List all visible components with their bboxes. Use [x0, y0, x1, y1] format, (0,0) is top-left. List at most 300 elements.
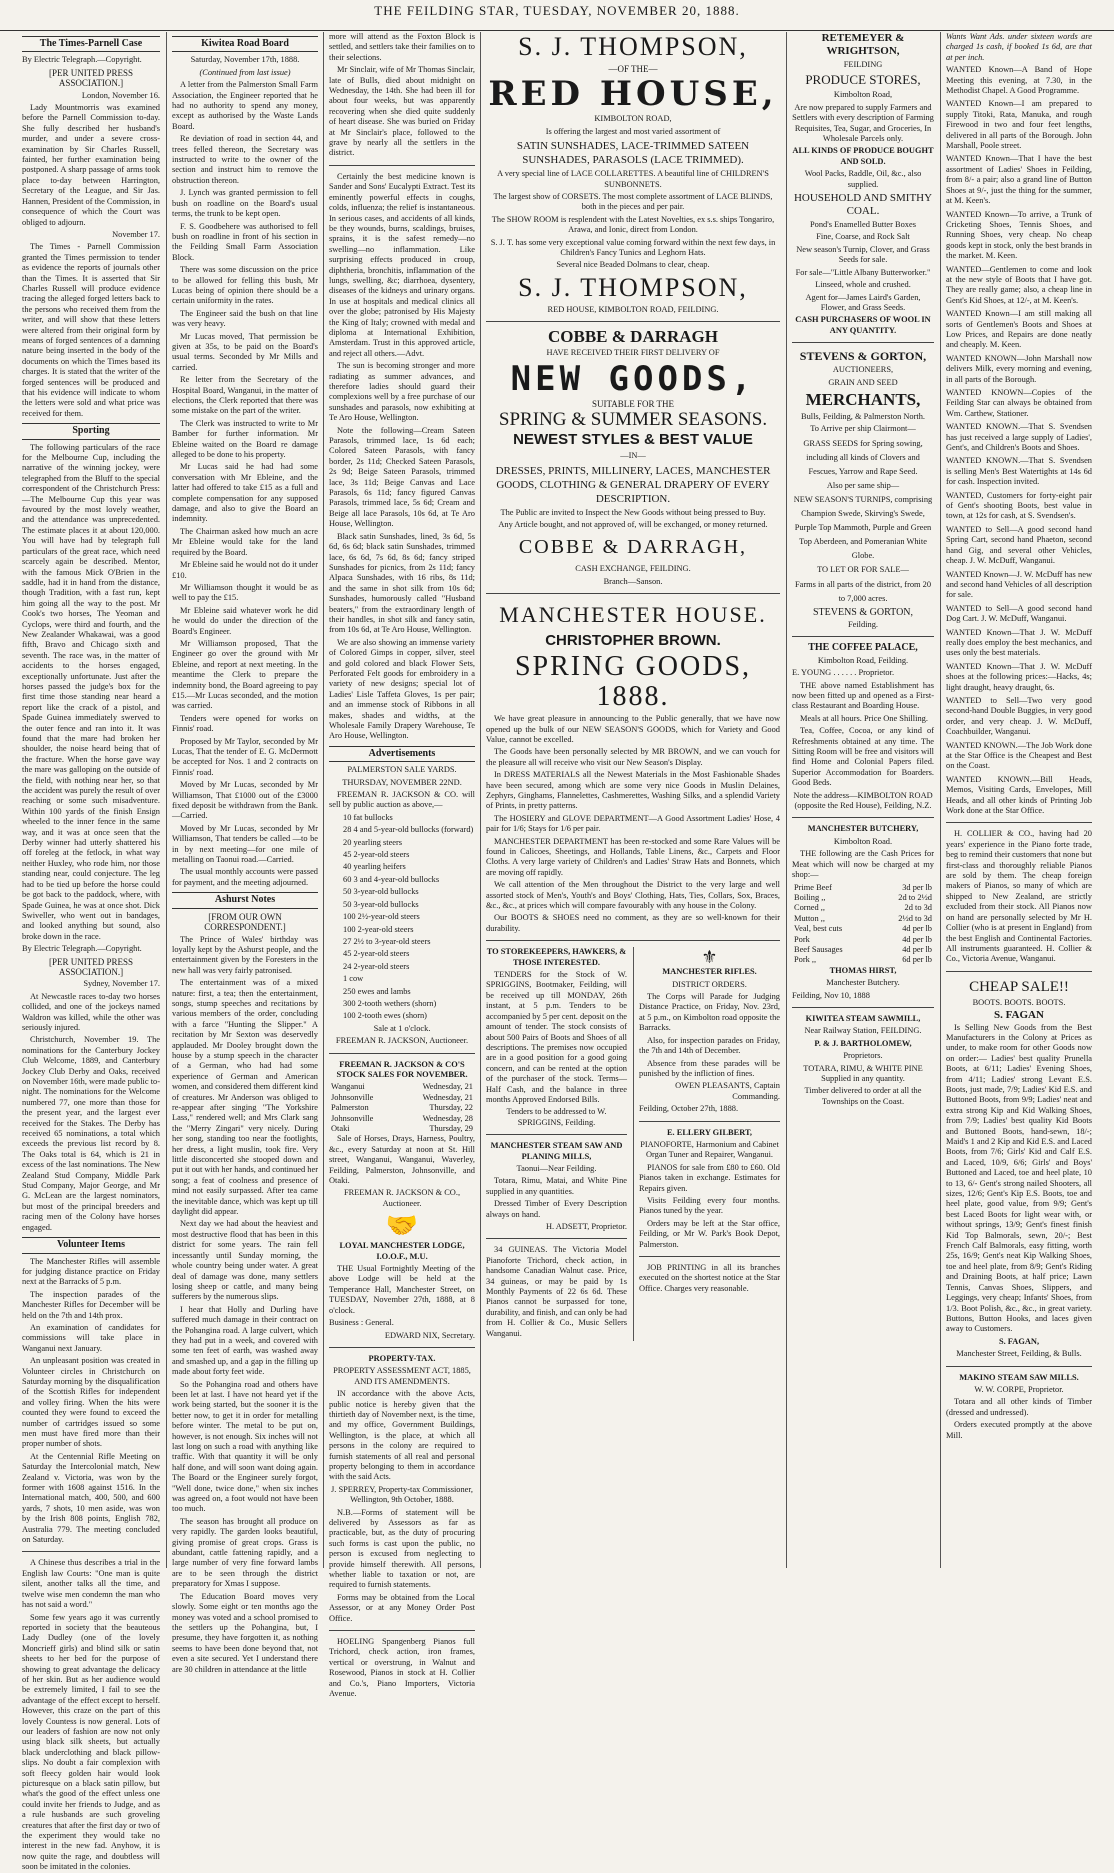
masthead: THE FEILDING STAR, TUESDAY, NOVEMBER 20, 1888.: [0, 0, 1114, 31]
want-ad-item: WANTED Known—That I have the best assortment of Ladies' Shoes in Feilding, from 8/- a pair; also a grand line of Button Shoes at 9/-, just the thing for the summer, at M. Keen's.: [946, 154, 1092, 206]
sale-item: 45 2-year-old steers: [343, 850, 410, 860]
volunteer-heading: Volunteer Items: [22, 1237, 160, 1253]
sale-time: Sale at 1 o'clock.: [373, 1023, 431, 1033]
lodge-paragraph: THE Usual Fortnightly Meeting of the above Lodge will be held at the Temperance Hall, Manchester Street, on TUESDAY, November 27th, 1888, at 8 o'clock.: [329, 1264, 475, 1315]
cash-exchange: CASH EXCHANGE, FEILDING.: [575, 564, 691, 574]
sale-item: 27 2½ to 3-year-old steers: [343, 936, 431, 946]
hirst-name: THOMAS HIRST,: [829, 965, 897, 975]
lodge-business: Business : General.: [329, 1318, 394, 1328]
want-ads-list: [946, 65, 1092, 816]
continued-paragraph: more will attend as the Foxton Block is settled, and settlers take their families on to their selections.: [329, 32, 475, 62]
meat-row-cell: Corned ,,: [794, 903, 825, 913]
branch-text: Branch—Sanson.: [603, 576, 663, 586]
coffee-note: Note the address—KIMBOLTON ROAD (opposite the Red House), Feilding, N.Z.: [793, 790, 933, 811]
property-tax-paragraph: Forms may be obtained from the Local Assessor, or at any Money Order Post Office.: [329, 1592, 475, 1623]
all-kinds-produce: ALL KINDS OF PRODUCE BOUGHT AND SOLD.: [792, 146, 934, 166]
sporting-paragraph: Christchurch, November 19. The nominations for the Canterbury Jockey Club Welcome, 1889, and Canterbury Jockey Club Derby and Oaks, received on November 16th, were made public to-night. The nominations for the Welcome numbered 77, one more than those for the present year, and the largest ever received for the Stakes. The Derby has received 65 nominations, a total which exceeds the previous list record by 8. The Oaks total is 64, which is 21 in excess of the last nominations. The New Zealand Stud Company, Middle Park Stud Company, Major George, and Mr G. McLean are the largest nominators, but most of the principal breeders and racing men of the Colony have horses engaged.: [22, 1035, 160, 1232]
want-ad-item: WANTED KNOWN.—That S. Svendsen has just received a large supply of Ladies', Gent's, and Children's Boots and Shoes.: [946, 422, 1092, 453]
meat-row-cell: 2½d to 3d: [898, 913, 932, 923]
rifles-paragraph: Also, for inspection parades on Friday, the 7th and 14th of December.: [639, 1035, 780, 1056]
sporting-paragraph: At Newcastle races to-day two horses collided, and one of the jockeys named Waldron was killed, while the other was seriously injured.: [22, 991, 160, 1032]
sale-item: 1 cow: [343, 974, 364, 984]
rifles-subtitle: DISTRICT ORDERS.: [672, 979, 747, 989]
want-ad-item: WANTED Known—That J. W. McDuff really does employ the best mechanics, and uses only the best materials.: [946, 627, 1092, 658]
christopher-brown: CHRISTOPHER BROWN.: [545, 632, 721, 650]
sale-item: 50 3-year-old bullocks: [343, 887, 419, 897]
exceptional-text: S. J. T. has some very exceptional value coming forward within the next few days, in Children's Fancy Tunics and Leghorn Hats.: [490, 237, 776, 258]
thompson-heading-2: S. J. THOMPSON,: [518, 272, 748, 302]
stock-row-cell: Thursday, 22: [429, 1103, 473, 1113]
timber-text: Timber delivered to order at all the Townships on the Coast.: [804, 1086, 922, 1106]
coffee-address: Kimbolton Road, Feilding.: [817, 655, 909, 665]
lace-collarettes: A very special line of LACE COLLARETTES. A beautiful line of CHILDREN'S SUNBONNETS.: [497, 169, 769, 189]
meat-row: [792, 903, 934, 913]
satin-sunshades: SATIN SUNSHADES, LACE-TRIMMED SATEEN SUNSHADES, PARASOLS (LACE TRIMMED).: [516, 140, 750, 167]
stock-row: [329, 1114, 475, 1124]
separator: [639, 1121, 780, 1122]
ashurst-paragraph: The Education Board moves very slowly. Some eight or ten months ago the money was voted and a school promised to the settlers up the Pohangina, but, I presume, they have forgotten it, as nothing seems to have been done beyond that, not even a site secured. Yet I understand there are 30 children in attendance at the little: [172, 1591, 318, 1674]
stevens-gorton-2: STEVENS & GORTON,: [812, 606, 914, 618]
makino-paragraph: Totara and all other kinds of Timber (dressed and undressed).: [946, 1397, 1092, 1417]
in-word: —IN—: [620, 451, 646, 461]
steam-saw-paragraph: Totara, Rimu, Matai, and White Pine supplied in any quantities.: [486, 1176, 627, 1196]
property-tax-signature: J. SPERREY, Property-tax Commissioner, Wellington, 9th October, 1888.: [331, 1484, 473, 1505]
want-ad-item: WANTED Known—J. W. McDuff has new and second hand Vehicles of all description for sale.: [946, 569, 1092, 600]
meat-row-cell: 4d per lb: [902, 944, 932, 954]
hirst-date: Feilding, Nov 10, 1888: [792, 990, 870, 1000]
cobbe-received: HAVE RECEIVED THEIR FIRST DELIVERY OF: [546, 348, 720, 358]
kiwitea-continued: (Continued from last issue): [199, 67, 291, 77]
sporting-heading: Sporting: [22, 423, 160, 439]
steam-saw-title: MANCHESTER STEAM SAW AND PLANING MILLS,: [490, 1141, 623, 1161]
kimbolton-road: KIMBOLTON ROAD,: [594, 114, 672, 124]
collier-paragraph: H. COLLIER & CO., having had 20 years' experience in the Piano forte trade, beg to remind their customers that none but first-class and thoroughly reliable Pianos are sold by them. The cheap foreign makers of Pianos, so many of which are shipped to New Zealand, are strictly excluded from their stock. All Pianos now on hand are personally selected by Mr H. Collier (who is at present in England) from the best English and Continental Factories. All instruments guaranteed. H. Collier & Co., Victoria Avenue, Wanganui.: [946, 829, 1092, 964]
fagan-signature: S. FAGAN,: [998, 1336, 1040, 1346]
meat-row-cell: Prime Beef: [794, 882, 832, 892]
gilbert-paragraph: Visits Feilding every four months. Pianos tuned by the year.: [639, 1195, 780, 1216]
volunteer-paragraph: An unpleasant position was created in Volunteer circles in Christchurch on Saturday morning by the disqualification of the Scottish Rifles for independent and volley firing. When the hits were counted they were found to exceed the number of cartridges issued so some men must have fired more than their proper number of shots.: [22, 1356, 160, 1449]
rifles-signature: OWEN PLEASANTS, Captain Commanding.: [675, 1081, 780, 1101]
kiwitea-paragraph: Moved by Mr Lucas, seconded by Mr Williamson, That £1000 out of the £3000 fixed deposit be withdrawn from the Bank.—Carried.: [172, 780, 318, 821]
separator: [792, 1007, 934, 1008]
stock-row-cell: Otaki: [331, 1124, 350, 1133]
bottom-ads-left: [486, 947, 627, 1341]
job-printing-paragraph: JOB PRINTING in all its branches executed on the shortest notice at the Star Office. Charges very reasonable.: [639, 1263, 780, 1293]
stock-row: [329, 1093, 475, 1103]
advertisements-heading: Advertisements: [329, 746, 475, 762]
want-ads-note: Wants Want Ads. under sixteen words are charged 1s cash, if booked 1s 6d, are that at per inch.: [946, 32, 1092, 62]
volunteer-paragraph: The Manchester Rifles will assemble for judging distance practice on Friday next at the Barracks of 5 p.m.: [22, 1256, 160, 1287]
fagan-location: Manchester Street, Feilding, & Bulls.: [956, 1349, 1082, 1359]
meat-row-cell: 3d per lb: [902, 882, 932, 892]
any-article-text: Any Article bought, and not approved of, will be exchanged, or money returned.: [498, 519, 768, 529]
proprietors-label: Proprietors.: [843, 1051, 883, 1061]
sale-item: 50 3-year-old bullocks: [343, 899, 419, 909]
to-let-text: TO LET OR FOR SALE—: [817, 565, 909, 575]
separator: [946, 822, 1092, 823]
gilbert-paragraph: PIANOS for sale from £80 to £60. Old Pianos taken in exchange. Estimates for Repairs given.: [639, 1162, 780, 1193]
volunteer-paragraph: An examination of candidates for commissions will take place in Wanganui next January.: [22, 1322, 160, 1353]
want-ad-item: WANTED to Sell—A good second hand Dog Cart. J. W. McDuff, Wanganui.: [946, 603, 1092, 624]
volunteer-paragraph: The inspection parades of the Manchester Rifles for December will be held on the 7th and 14th prox.: [22, 1289, 160, 1320]
separator: [792, 817, 934, 818]
turnip-text: New season's Turnip, Clover, and Grass Seeds for sale.: [796, 244, 930, 265]
stevens-gorton-title: STEVENS & GORTON,: [799, 349, 927, 364]
volunteer-paragraph: At the Centennial Rifle Meeting on Saturday the Intercolonial match, New Zealand v. Victoria, was won by the former with 1608 against 1516. In the International match, 400, 500, and 600 yards, 7 shots, 10 men aside, was won by the Irish 808 points, English 782, Australia 779. The meeting concluded on Saturday.: [22, 1451, 160, 1545]
silk-paragraph: Some few years ago it was currently reported in society that the beauteous Lady Dudley (one of the lovely Moncrieff girls) and blind silk or satin sheets to her bed for the purpose of showing to great advantage the delicacy of her skin. But as her audience would be extremely limited, I fail to see the advantage of the effect except to herself. However, this craze on the part of this lovely Countess is now general. Lots of our leaders of fashion are now not only using black silk sheets, but actually black underclothing and black pillow-slips. No doubt a fair complexion with soft fleecy golden hair would look picturesque on a black satin pillow, but what's the good of the effect unless one could invite her friends to Judge, and as a rule husbands are such groveling creatures that after the first day or two of the experiment they would take no interest in the new fad. Anyhow, it is now quite the rage, and doubtless will soon be imitated in the colonies.: [22, 1612, 160, 1872]
separator: [329, 1053, 475, 1054]
also-ship-text: Also per same ship—: [826, 480, 900, 490]
thompson-heading: S. J. THOMPSON,: [518, 32, 748, 61]
stock-row: [329, 1124, 475, 1134]
meat-row-cell: Mutton ,,: [794, 913, 825, 923]
stock-row-cell: Wednesday, 21: [422, 1082, 473, 1092]
continued-paragraph: Mr Sinclair, wife of Mr Thomas Sinclair, late of Bulls, died about midnight on Wednesday, the 14th. She had been ill for about four weeks, but was apparently recovering when she died quite suddenly of heart disease. She was buried on Friday at Mr Sinclair's place, followed to the grave by nearly all the settlers in the district.: [329, 65, 475, 158]
arrive-text: To Arrive per ship Clairmont—: [810, 424, 916, 434]
kiwitea-heading: Kiwitea Road Board: [172, 36, 318, 52]
times-dateline: London, November 16.: [81, 90, 160, 100]
gilbert-subtitle: PIANOFORTE, Harmonium and Cabinet Organ Tuner and Repairer, Wanganui.: [640, 1139, 779, 1160]
column-5: [792, 32, 934, 1568]
kiwitea-paragraph: Tenders were opened for works on Finnis' road.: [172, 713, 318, 734]
sale-item: 40 yearling heifers: [343, 862, 406, 872]
grass-seeds-text: GRASS SEEDS for Spring sowing, including all kinds of Clovers and Fescues, Yarrow and Rape Seed.: [803, 438, 923, 476]
stock-row-cell: Palmerston: [331, 1103, 369, 1113]
stock-row-cell: Wednesday, 21: [422, 1092, 473, 1102]
retemeyer-title: RETEMEYER & WRIGHTSON,: [821, 32, 905, 57]
times-paragraph: Lady Mountmorris was examined before the Parnell Commission to-day. She fully described her husband's murder, and under a severe cross-examination by Sir Charles Russell, fainted, her further examination being postponed. A sharp passage of arms took place to-day between Harrington, Secretary of the League, and Sir Jas. Hannen, President of the Commission, in consequence of which the Court was obliged to adjourn.: [22, 103, 160, 227]
times-byline: By Electric Telegraph.—Copyright.: [22, 55, 142, 65]
kiwitea-paragraph: Re deviation of road in section 44, and trees felled thereon, the Secretary was instructed to write to the owner of the section and instruct him to remove the obstruction thereon.: [172, 134, 318, 185]
meat-row: [792, 945, 934, 955]
sale-item: 100 2½-year-old steers: [343, 912, 420, 922]
cheap-sale-title: CHEAP SALE!!: [969, 978, 1069, 995]
want-ad-item: WANTED to Sell—Two very good second-hand Double Buggies, in very good order, and very cheap. J. W. McDuff, Coachbuilder, Wanganui.: [946, 695, 1092, 737]
column-rule: [166, 32, 167, 1568]
storekeepers-paragraph: TENDERS for the Stock of W. SPRIGGINS, Bootmaker, Feilding, will be received up till MONDAY, 26th instant, at 5 p.m. Tenders to be accompanied by 5 per cent. deposit on the amount of tender. The stock consists of about 500 Pairs of Boots and Shoes of all descriptions. The premises now occupied are in a good position for a good going concern, and can be rented at the option of the purchaser of the stock. Terms—Half Cash, and the balance in three months Approved Endorsed Bills.: [486, 970, 627, 1104]
meat-row-cell: 4d per lb: [902, 934, 932, 944]
separator: [946, 971, 1092, 972]
want-ad-item: WANTED Known—I am still making all sorts of Gentlemen's Boots and Shoes at Low Prices, and Repairs are done neatly and cheaply. M. Keen.: [946, 309, 1092, 350]
wool-packs: Wool Packs, Raddle, Oil, &c., also supplied.: [804, 169, 922, 189]
times-paragraph: The Times - Parnell Commission granted the Times permission to tender as evidence the reports of journals other than the Times. It is asserted that Sir Charles Russell will produce evidence tracing the alleged forged letters back to the persons who received them from the writer, and will show that these letters were altered from their original form by means of forged sentences of a damning nature being inserted in the body of the documents on which the Times based its charges. It is stated that the writer of the forged sentences will be produced and that his evidence will indicate to whom the letters were sold and what price was received for them.: [22, 242, 160, 418]
sporting-byline: By Electric Telegraph.—Copyright.: [22, 944, 142, 954]
want-ad-item: WANTED Known—To arrive, a Trunk of Cricketing Shoes, Tennis Shoes, and Running Shoes, very cheap. No cheap goods kept in stock, only the best brands in the market. M. Keen.: [946, 209, 1092, 261]
agent-text: Agent for—James Laird's Garden, Flower, and Grass Seeds.: [805, 292, 921, 312]
manchester-paragraph: Our BOOTS & SHOES need no comment, as they are so well-known for their durability.: [486, 913, 780, 933]
kiwitea-sawmill-title: KIWITEA STEAM SAWMILL,: [805, 1013, 921, 1023]
ashurst-paragraph: The Prince of Wales' birthday was loyally kept by the Ashurst people, and the entertainment given by the Foresters in the new hall was very fairly patronised.: [172, 934, 318, 975]
red-house-title: RED HOUSE,: [488, 74, 778, 115]
public-text: The Public are invited to Inspect the New Goods without being pressed to Buy.: [500, 507, 766, 517]
gilbert-paragraph: Orders may be left at the Star office, Feilding, or Mr W. Park's Book Depot, Palmerston.: [639, 1218, 780, 1249]
boots-title: BOOTS. BOOTS. BOOTS.: [972, 997, 1066, 1007]
linseed-text: Linseed, whole and crushed.: [815, 280, 911, 290]
sporting-assoc: [PER UNITED PRESS ASSOCIATION.]: [48, 956, 133, 977]
makino-title: MAKINO STEAM SAW MILLS.: [959, 1372, 1079, 1382]
kiwitea-paragraph: Mr Ebleine said he would not do it under £10.: [172, 560, 318, 580]
butchery-paragraph: THE following are the Cash Prices for Meat which will now be charged at my shop:—: [792, 849, 934, 880]
meat-row: [792, 893, 934, 903]
meat-row: [792, 924, 934, 934]
dolmans-text: Several nice Beaded Dolmans to clear, cheap.: [556, 260, 710, 270]
rifles-title: MANCHESTER RIFLES.: [662, 967, 757, 977]
kiwitea-date: Saturday, November 17th, 1888.: [190, 55, 300, 65]
stock-row-cell: Johnsonville: [331, 1113, 374, 1123]
suitable-text: SUITABLE FOR THE: [591, 398, 675, 409]
want-ad-item: WANTED KNOWN—John Marshall now delivers Milk, every morning and evening, in all parts of the Borough.: [946, 353, 1092, 384]
kiwitea-paragraph: Proposed by Mr Taylor, seconded by Mr Lucas, That the tender of E. G. McDermott be accepted for Nos. 1 and 2 contracts on Finnis' road.: [172, 736, 318, 777]
offering-text: Is offering the largest and most varied assortment of: [545, 126, 721, 136]
ashurst-paragraph: Next day we had about the heaviest and most destructive flood that has been in this district for some years. The rain fell incessantly until Sunday morning, the whole country being under water. A great deal of damage was done, many settlers losing sheep or cattle, and many being sufferers by the numerous slips.: [172, 1219, 318, 1302]
sale-item: 20 yearling steers: [343, 837, 403, 847]
kiwitea-sawmill-near: Near Railway Station, FEILDING.: [804, 1026, 922, 1036]
kiwitea-paragraph: The usual monthly accounts were passed for payment, and the meeting adjourned.: [172, 867, 318, 887]
showroom-text: The SHOW ROOM is resplendent with the Latest Novelties, ex s.s. ships Tongariro, Arawa, and Ionic, direct from London.: [491, 214, 775, 235]
separator: [329, 1347, 475, 1348]
storekeepers-address: Tenders to be addressed to W. SPRIGGINS, Feilding.: [506, 1107, 607, 1127]
separator: [639, 1256, 780, 1257]
stock-row: [329, 1103, 475, 1113]
separator: [486, 940, 780, 941]
separator: [486, 321, 780, 322]
steam-saw-paragraph: Dressed Timber of Every Description always on hand.: [486, 1199, 627, 1219]
stock-row-cell: Thursday, 29: [429, 1124, 473, 1133]
bottom-ads-row: [486, 947, 780, 1341]
rifles-date: Feilding, October 27th, 1888.: [639, 1104, 739, 1114]
property-tax-paragraph: IN accordance with the above Acts, public notice is hereby given that the thirtieth day of November next, is the time, and my office, Government Buildings, Wellington, is the place, at which all persons in the colony are required to furnish statements of all real and personal property belonging to them in accordance with the said Acts.: [329, 1389, 475, 1482]
spring-goods-title: SPRING GOODS, 1888.: [514, 651, 752, 713]
want-ad-item: WANTED—Gentlemen to come and look at the new style of Boots that I have got. They are really game; also, a cheap line in Gent's Kid Shoes, at 12/-, at M. Keen's.: [946, 264, 1092, 305]
bartholomew-name: P. & J. BARTHOLOMEW,: [814, 1038, 912, 1048]
grain-seed-text: GRAIN AND SEED: [828, 377, 898, 387]
ashurst-paragraph: So the Pohangina road and others have been let at last. I have not heard yet if the work being started, but the sooner it is the better now, to get it in order for metalling before winter. The metal to be put on, however, is not enough. Six inches will not last long on such a road with anything like traffic. With that quantity it will be only half done, and will soon want doing again. The Board or the Engineer surely forgot, "Well done, twice done," when six inches was agreed on, a foot would not have been too much.: [172, 1379, 318, 1514]
times-date2: November 17.: [112, 229, 160, 239]
sporting-paragraph: The following particulars of the race for the Melbourne Cup, including the narrative of the winning jockey, were telegraphed from the Bluff to the special correspondent of the Christchurch Press: —The Melbourne Cup this year was favoured by the most lovely weather, and the attendance was unprecedented. The estimate places it at about 120,000. You will have had by telegraph full particulars of the great race, which need scarcely again be described. Mentor, with the famous Mick O'Brien in the saddle, had it in hand from the distance, though Tradition, with a fast run, kept him going all the way to the post. Mr Cook's two horses, The Yeoman and Cyclops, were third and fourth, and the New Zealander Whakawai, was a good fifth, Bravo and Chicago sixth and seventh. The race was, in the matter of accidents to the horses engaged, exceptionally unfortunate. Just after the horses passed the judge's box for the first time those standing near heard a report like the crack of a pistol, and Spade Guinea immediately swerved to the outer fence and ran into it. It was found that the mare had broken her shoulder, the noise heard being that of the fracture. When the horse gave way the mare was galloping on the outside of the field, with nothing near her, so that the accident was purely the result of over reaching or some such misadventure. Within 100 yards of the finish Ensign wheeled to the inner fence in the same way, and it was at once seen that the Derby winner had utterly shattered his off foreleg at the fetlock, in what way neither Huxley, who rode him, nor those standing near, could conjecture. The leg had to be tied up before the horse could be got back to the paddock, where, with Spade Guinea, he was at once shot. Dick Swiveller, who went out in bandages, and looked anything but sound, also broke down in the race.: [22, 442, 160, 941]
coffee-paragraph: Tea, Coffee, Cocoa, or any kind of Refreshments obtained at any time. The Sitting Room will be free and visitors will find Home and Colonial Papers filed. Superior Accommodation for Boarders. Good Beds.: [792, 726, 934, 788]
guineas-paragraph: 34 GUINEAS. The Victoria Model Pianoforte Trichord, check action, in handsome Canadian Walnut case. Price, 34 guineas, or may be paid by 1s Monthly Payments of 22 6s 6d. These Pianos cannot be surpassed for tone, durability, and finish, and can only be had from H. Collier & Co., Music Sellers Wanganui.: [486, 1245, 627, 1338]
separator: [792, 636, 934, 637]
column-rule: [940, 32, 941, 1568]
property-tax-subtitle: PROPERTY ASSESSMENT ACT, 1885, AND ITS AMENDMENTS.: [333, 1366, 471, 1386]
manchester-house-title: MANCHESTER HOUSE.: [499, 602, 767, 628]
want-ad-item: WANTED KNOWN—Copies of the Feilding Star can always be obtained from Wm. Carthew, Stationer.: [946, 388, 1092, 418]
kiwitea-paragraph: The Chairman asked how much an acre Mr Ebleine would take for the land required by the Board.: [172, 526, 318, 557]
ashurst-paragraph: The season has brought all produce on very rapidly. The garden looks beautiful, giving promise of great crops. Grass is abundant, cattle fattening rapidly, and a large number of very fine forward lambs are to be seen through the district preparatory for Xmas I suppose.: [172, 1516, 318, 1589]
spring-summer-title: SPRING & SUMMER SEASONS.: [498, 409, 768, 431]
want-ad-item: WANTED KNOWN.—The Job Work done at the Star Office is the Cheapest and Best on the Coast.: [946, 740, 1092, 771]
steam-saw-signature: H. ADSETT, Proprietor.: [545, 1222, 627, 1231]
prepared-text: Are now prepared to supply Farmers and Settlers with every description of Farming Requisites, Tea, Sugar, and Groceries, In Wholesale Parcels only.: [792, 102, 934, 144]
of-the: —OF THE—: [608, 64, 658, 74]
kiwitea-paragraph: A letter from the Palmerston Small Farm Association, the Engineer reported that he had no authority to spend any money, except as authorised by the Waste Lands Board.: [172, 80, 318, 131]
makino-paragraph: Orders executed promptly at the above Mill.: [946, 1420, 1092, 1440]
lodge-title: LOYAL MANCHESTER LODGE, I.O.O.F., M.U.: [339, 1241, 465, 1261]
kiwitea-paragraph: Mr Williamson thought it would be as well to pay the £15.: [172, 582, 318, 603]
corpe-name: W. W. CORPE, Proprietor.: [974, 1384, 1064, 1394]
want-ad-item: WANTED KNOWN.—That S. Svendsen is selling Men's Best Watertights at 14s 6d for cash. Inspection invited.: [946, 456, 1092, 487]
kiwitea-paragraph: Moved by Mr Lucas, seconded by Mr Williamson, That tenders be called —to be in by next meeting—for one mile of metalling on Taonui road.—Carried.: [172, 823, 318, 865]
sale-item: 100 2-year-old steers: [343, 924, 414, 934]
stock-paragraph: Sale of Horses, Drays, Harness, Poultry, &c., every Saturday at noon at St. Hill street, Wanganui, Wanganui, Waverley, Feilding, Palmerston, Johnsonville, and Otaki.: [329, 1134, 475, 1186]
household-coal: HOUSEHOLD AND SMITHY COAL.: [793, 192, 933, 218]
want-ad-item: WANTED KNOWN.—Bill Heads, Memos, Visiting Cards, Envelopes, Mill Heads, and all other kinds of Printing Job Work done at the Star Office.: [946, 774, 1092, 816]
kiwitea-paragraph: Mr Williamson proposed, That the Engineer go over the ground with Mr Ebleine, and report at next meeting. In the meantime the Clerk to prepare the indemnity bond, the Board agreeing to pay £15.—Mr Lucas seconded, and the motion was carried.: [172, 638, 318, 711]
stock-signature: FREEMAN R. JACKSON & CO., Auctioneer.: [343, 1188, 461, 1208]
manchester-paragraph: The HOSIERY and GLOVE DEPARTMENT—A Good Assortment Ladies' Hose, 4 pair for 1/6; Stays for 1/6 per pair.: [486, 813, 780, 834]
gilbert-title: E. ELLERY GILBERT,: [666, 1127, 753, 1137]
handshake-icon: 🤝: [385, 1211, 419, 1241]
column-rule: [786, 32, 787, 1568]
feilding-2: Feilding.: [847, 619, 878, 629]
advt-paragraph: We are also showing an immense variety of Colored Gimps in copper, silver, steel and gold colored and black Flower Sets, Perforated Felt goods for embroidery in a variety of new designs; special lot of Ladies' Lisle Taffeta Gloves, 1s per pair; and an immense stock of Ribbons in all makes, shades and widths, at the Wholesale Family Drapery Warehouse, Te Aro House, Wellington.: [329, 637, 475, 741]
want-ad-item: WANTED Known—That J. W. McDuff shoes at the following prices:—Hacks, 4s; light draught, heavy draught, 6s.: [946, 661, 1092, 692]
meat-row-cell: 6d per lb: [902, 955, 932, 965]
column-2: [172, 32, 318, 1674]
coffee-palace-title: THE COFFEE PALACE,: [808, 642, 918, 654]
coffee-paragraph: THE above named Establishment has now been fitted up and opened as a First-class Restaurant and Boarding House.: [792, 680, 934, 711]
ashurst-paragraph: I hear that Holly and Durling have suffered much damage in their contract on the Pohangina road. A large culvert, which they had put in a week, and covered with some ten feet of earth, was washed away and smashed up, and a gap in the filling up made about forty feet wide.: [172, 1304, 318, 1377]
feilding-label: FEILDING: [843, 60, 883, 69]
advt-paragraph: Certainly the best medicine known is Sander and Sons' Eucalypti Extract. Test its eminently powerful effects in coughs, colds, influenza; the relief is instantaneous. In serious cases, and accidents of all kinds, be they wounds, burns, scaldings, bruises, sprains, it is the safest remedy—no swelling—no inflammation. Like surprising effects produced in croup, diphtheria, bronchitis, inflammation of the lungs, swelling, &c; diarrhoea, dysentery, diseases of the kidneys and urinary organs. In use at hospitals and medical clinics all over the globe; patronised by His Majesty the King of Italy; crowned with medal and diploma at International Exhibition, Amsterdam. Trust in this approved article, and reject all others.—Advt.: [329, 171, 475, 358]
manchester-paragraph: We have great pleasure in announcing to the Public generally, that we have now opened up the bulk of our NEW SEASON'S GOODS, which for Variety and Good Value, cannot be excelled.: [486, 714, 780, 744]
separator: [486, 1238, 627, 1239]
sale-intro: FREEMAN R. JACKSON & CO. will sell by public auction as above,—: [329, 790, 475, 810]
kiwitea-paragraph: F. S. Goodbehere was authorised to fell bush on roadline in front of his section in the Feilding Small Farm Association Block.: [172, 221, 318, 262]
column-3: [329, 32, 475, 1699]
advt-paragraph: Note the following—Cream Sateen Parasols, trimmed lace, 1s 6d each; Colored Sateen Parasols, with fancy border, 2s 11d; Checked Sateen Parasols, 2s 9d; Beige Sateen Parasols, trimmed lace, 3s 11d; Beige Canvas and Lace Parasols, 6s 11d; fancy figured Canvas Parasols, trimmed lace, 5s 6d; Cream and Beige all lace Parasols, 10s 6d, at Te Aro House, Wellington.: [329, 425, 475, 529]
kiwitea-paragraph: There was some discussion on the price to be allowed for felling this bush, Mr Lucas being of opinion there should be a certain uniformity in the rates.: [172, 265, 318, 306]
column-4: [486, 32, 780, 1568]
ashurst-heading: Ashurst Notes: [172, 892, 318, 908]
crest-icon: ⚜: [701, 947, 718, 968]
meat-row-cell: Pork: [794, 934, 810, 944]
kiwitea-paragraph: The Engineer said the bush on that line was very heavy.: [172, 308, 318, 329]
sale-item: 100 2-tooth ewes (shorn): [343, 1011, 427, 1021]
separator: [22, 1551, 160, 1552]
sale-items-list: [329, 813, 475, 1022]
meat-row: [792, 935, 934, 945]
column-rule: [480, 32, 481, 1568]
kimbolton-road-5: Kimbolton Road,: [833, 90, 893, 100]
stock-sales-title: FREEMAN R. JACKSON & CO'S STOCK SALES FOR NOVEMBER.: [336, 1059, 468, 1079]
for-sale-text: For sale—"Little Albany Butterworker.": [795, 267, 931, 277]
stock-row-cell: Wanganui: [331, 1082, 365, 1092]
times-assoc: [PER UNITED PRESS ASSOCIATION.]: [48, 67, 133, 89]
ashurst-paragraph: The entertainment was of a mixed nature: first, a tea; then the entertainment, songs, stump speeches and recitations by various members of the order, concluding with a farce "Hunting the Slipper." A recitation by Mr Sexton was deservedly applauded. Mr Dooley brought down the house by a stump speech in the character of a German, who had had some experience of German and American women, and considered them different kind of creatures. Mr Anderson was obliged to re-appear after singing "The Yorkshire Lass," rendered well; and Mrs Clark sang the "Merry Zingari" very nicely. During her song, standing too near the footlights, her dress, a light muslin, took fire. Very little disconcerted she stooped down and put it out with her hands, and continued her song; a feat of coolness and presence of mind not easily surpassed. After tea came the inevitable dance, which was kept up till daylight did appear.: [172, 978, 318, 1217]
column-6: [946, 32, 1092, 1568]
cobbe-darragh-title: COBBE & DARRAGH: [547, 327, 718, 347]
meat-row-cell: Pork ,,: [794, 955, 817, 965]
manchester-paragraph: The Goods have been personally selected by MR BROWN, and we can vouch for the pleasure all will receive who visit our New Season's Display.: [486, 747, 780, 767]
turnips-text: NEW SEASON'S TURNIPS, comprising Champion Swede, Skirving's Swede, Purple Top Mammoth, Purple and Green Top Aberdeen, and Pomeranian White Globe.: [793, 495, 933, 561]
sale-item: 28 4 and 5-year-old bullocks (forward): [343, 825, 474, 835]
kiwitea-paragraph: Re letter from the Secretary of the Hospital Board, Wanganui, in the matter of elections, the Clerk reported that there was some mistake on the part of the writer.: [172, 375, 318, 416]
newest-styles: NEWEST STYLES & BEST VALUE: [513, 431, 753, 449]
want-ad-item: WANTED Known—A Band of Hope Meeting this evening, at 7.30, in the Methodist Chapel. A Good Programme.: [946, 65, 1092, 96]
column-rule: [323, 32, 324, 1568]
meat-row-cell: Boiling ,,: [794, 892, 826, 902]
lodge-signature: EDWARD NIX, Secretary.: [384, 1330, 475, 1340]
meat-price-table: [792, 883, 934, 966]
manchester-paragraph: In DRESS MATERIALS all the Newest Materials in the Most Fashionable Shades have been secured, among which are some very nice Goods in Muslin Delaines, Zephyrs, Ginghams, Flannelettes, Cashmerettes, Washing Silks, and a splendid Variety of Prints, in pretty patterns.: [486, 770, 780, 811]
sale-item: 10 fat bullocks: [343, 812, 393, 822]
steam-saw-location: Taonui—Near Feilding.: [516, 1163, 597, 1173]
kiwitea-paragraph: Mr Ebleine said whatever work he did he would do under the direction of the Board's Engineer.: [172, 605, 318, 636]
cobbe-darragh-2: COBBE & DARRAGH,: [518, 536, 748, 559]
storekeepers-title: TO STOREKEEPERS, HAWKERS, & THOSE INTERESTED.: [486, 947, 627, 967]
bulls-text: Bulls, Feilding, & Palmerston North.: [801, 411, 925, 421]
meat-row: [792, 955, 934, 965]
advt-paragraph: Black satin Sunshades, lined, 3s 6d, 5s 6d, 6s 6d; black satin Sunshades, trimmed lace, 6s 6d, 7s 6d, 8s 6d; fancy striped Sunshades for picnics, from 2s 11d; fancy Alpaca Sunshades, with 16 ribs, 8s 11d; and the same in shot silk from 10s 6d; Sunshades, humorously called "Husband beaters," from the extraordinary length of their handles, in shot silk and fancy satin, from 10s 6d, at Te Aro House, Wellington.: [329, 531, 475, 635]
column-1: [22, 32, 160, 1872]
meat-row: [792, 883, 934, 893]
hirst-subtitle: Manchester Butchery.: [826, 978, 900, 988]
salt-text: Fine, Coarse, and Rock Salt: [816, 232, 910, 242]
bottom-ads-right: [633, 947, 780, 1341]
want-ad-item: WANTED Known—I am prepared to supply Titoki, Rata, Manuka, and rough Firewood in two and four feet lengths, delivered in all parts of the Borough. John Marshall, Poole street.: [946, 99, 1092, 151]
meat-row-cell: 4d per lb: [902, 924, 932, 934]
dresses-text: DRESSES, PRINTS, MILLINERY, LACES, MANCHESTER GOODS, CLOTHING & GENERAL DRAPERY OF EVERY DESCRIPTION.: [495, 464, 771, 505]
fagan-name: S. FAGAN: [994, 1009, 1044, 1022]
butchery-title: MANCHESTER BUTCHERY,: [807, 824, 919, 834]
chinese-paragraph: A Chinese thus describes a trial in the English law Courts: "One man is quite silent, another talks all the time, and twelve wise men condemn the man who has not said a word.": [22, 1558, 160, 1610]
kiwitea-paragraph: The Clerk was instructed to write to Mr Bamber for further information. Mr Ebleine waited on the Board re damage alleged to be done to his property.: [172, 418, 318, 460]
sale-item: 300 2-tooth wethers (shorn): [343, 998, 437, 1008]
rifles-paragraph: The Corps will Parade for Judging Distance Practice, on Friday, Nov. 23rd, at 5 p.m., on Kimbolton road opposite the Barracks.: [639, 992, 780, 1033]
stock-row-cell: Wednesday, 28: [422, 1113, 473, 1123]
hoeling-paragraph: HOELING Spangenberg Pianos full Trichord, check action, iron frames, vertical or overstrung, in Walnut and Rosewood, Pianos in stock at H. Collier and Co.'s, Piano Importers, Victoria Avenue.: [329, 1637, 475, 1699]
ashurst-corr: [FROM OUR OWN CORRESPONDENT.]: [204, 911, 286, 933]
kiwitea-paragraph: Mr Lucas said he had had some conversation with Mr Ebleine, and the latter had offered to take £15 as a full and complete compensation for any supposed damage, and also to give the Board an indemnity.: [172, 462, 318, 524]
manchester-paragraph: MANCHESTER DEPARTMENT has been re-stocked and some Rare Values will be found in Calicoes, Sheetings, and Hollands, Table Linens, &c., Carpets and Floor Cloths. A very large variety of Children's and Ladies' Straw Hats and Bonnets, which are moving off rapidly.: [486, 836, 780, 877]
separator: [486, 1134, 627, 1135]
sale-date: THURSDAY, NOVEMBER 22ND.: [342, 777, 462, 787]
separator: [329, 1630, 475, 1631]
produce-stores: PRODUCE STORES,: [805, 72, 921, 88]
thompson-address: RED HOUSE, KIMBOLTON ROAD, FEILDING.: [547, 304, 719, 314]
ponds-boxes: Pond's Enamelled Butter Boxes: [810, 220, 916, 230]
cash-wool: CASH PURCHASERS OF WOOL IN ANY QUANTITY.: [795, 315, 931, 335]
sale-item: 24 2-year-old steers: [343, 961, 410, 971]
manchester-paragraph: We call attention of the Men throughout the District to the very large and well assorted stock of Men's, Youth's and Boys' Clothing, Hats, Ties, Collars, Sox, Braces, &c., &c., at prices which will compare favourably with any house in the Colony.: [486, 880, 780, 911]
merchants-text: MERCHANTS,: [805, 389, 921, 409]
sale-item: 60 3 and 4-year-old bullocks: [343, 874, 440, 884]
times-parnell-heading: The Times-Parnell Case: [22, 36, 160, 52]
sporting-dateline: Sydney, November 17.: [83, 979, 160, 989]
sale-item: 45 2-year-old steers: [343, 949, 410, 959]
separator: [792, 342, 934, 343]
want-ad-item: WANTED, Customers for forty-eight pair of Gent's shooting Boots, best value in town, at 12s for cash, at S. Svendsen's.: [946, 490, 1092, 521]
corsets-text: The largest show of CORSETS. The most complete assortment of LACE BLINDS, both in the pieces and per pair.: [493, 192, 773, 212]
farms-text: Farms in all parts of the district, from 20 to 7,000 acres.: [794, 579, 932, 603]
stock-row: [329, 1082, 475, 1092]
sale-signature: FREEMAN R. JACKSON, Auctioneer.: [335, 1036, 469, 1046]
meat-row-cell: Beef Sausages: [794, 944, 843, 954]
totara-text: TOTARA, RIMU, & WHITE PINE Supplied in any quantity.: [803, 1063, 923, 1083]
new-goods-title: NEW GOODS,: [510, 358, 756, 399]
auctioneers-text: AUCTIONEERS,: [832, 365, 894, 375]
coffee-proprietor: E. YOUNG . . . . . . Proprietor.: [792, 668, 895, 678]
property-tax-title: PROPERTY-TAX.: [368, 1353, 436, 1363]
separator: [486, 593, 780, 594]
fagan-paragraph: Is Selling New Goods from the Best Manufacturers in the Colony at Prices as under, to make room for other Goods now on order:— Ladies' best quality Prunella Boots, at 6/11; Ladies' Evening Shoes, from 4/11; Ladies' strong Levant E.S. Boots, just made, 7/9; Ladies' Kid E.S. and Buttoned Boots, from 9/9; Ladies' neat and extra strong Kip and Kid Walking Shoes, from 7/9; Ladies' best quality Kid Boots and Buttoned Boots, hand-sewn, 18/-; Maid's 1 and 2 Kip and Kid E.S. and Laced Boots, from 7/6; Girls' Kid and Calf E.S. and Laced, 10/9, 6/6; Girls' and Boys' Buttoned and Laced, toe and heel plate, 10 to 13, 6/- Gent's strong nailed Shooters, all sizes, 12/6; Gent's Kip E.S. Boots, toe and heel plate, good value, from 9/9; Gent's best Laced Boots for light wear with, or without springs, 13/9; Gent's finest finish Kid Top Balmorals, sewn, 20/-; Best French Calf Balmorals, easy fitting, worth 25s, 16/9; Gent's neat Kip Walking Shoes, toe and heel plate, from 8/9; Gent's Riding and Draining Boots, at half price; Lawn Tennis, Canvas Shoes, Slippers, and Leggings, very cheap; Infants' Shoes, from 1/3. Boot Polish, &c., &c., in great variety. Buttons, Button Hooks, and laces given away to Customers.: [946, 1022, 1092, 1334]
meat-row-cell: 2d to 3d: [904, 903, 932, 913]
property-tax-paragraph: N.B.—Forms of statement will be delivered by Assessors as far as practicable, but, as the duty of procuring such forms is cast upon the public, no person is excused from neglecting to provide himself therewith. All persons, whether liable to taxation or not, are required to furnish statements.: [329, 1507, 475, 1590]
rifles-paragraph: Absence from these parades will be punished by the infliction of fines.: [639, 1058, 780, 1078]
kiwitea-paragraph: J. Lynch was granted permission to fell bush on roadline on the Board's usual terms, the trunk to be kept open.: [172, 188, 318, 219]
butchery-address: Kimbolton Road.: [833, 836, 893, 846]
